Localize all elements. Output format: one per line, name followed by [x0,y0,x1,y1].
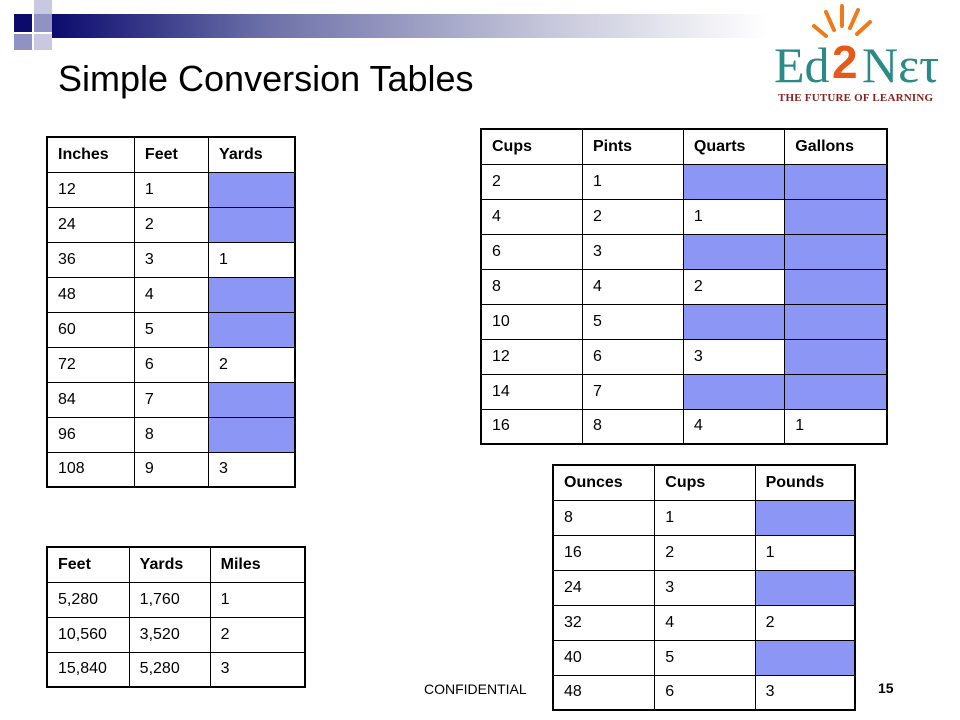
table-cell: 4 [481,199,582,234]
table-cell: 2 [683,269,784,304]
blank-answer-cell [785,269,887,304]
table-cell: 72 [47,347,134,382]
blank-answer-cell [209,172,295,207]
table-cell: 8 [481,269,582,304]
blank-answer-cell [785,374,887,409]
table-cell: 1,760 [129,582,210,617]
table-cell: 1 [655,500,755,535]
table-row [481,409,887,444]
table-header-row [481,129,887,164]
table-cell: 2 [755,605,855,640]
table-cell: 16 [481,409,582,444]
column-header: Cups [655,465,755,500]
table-cell: 16 [553,535,655,570]
table-cell: 7 [134,382,208,417]
table-cell: 4 [655,605,755,640]
table-row [47,347,295,382]
table-cell: 8 [553,500,655,535]
table-cell: 3 [209,452,295,487]
table-cell: 14 [481,374,582,409]
blank-answer-cell [209,382,295,417]
length-conversion-table [46,136,296,488]
distance-conversion-table [46,546,306,688]
table-cell: 2 [209,347,295,382]
blank-answer-cell [209,417,295,452]
table-row [481,199,887,234]
blank-answer-cell [785,164,887,199]
column-header: Pints [582,129,683,164]
table-cell: 2 [582,199,683,234]
column-header: Feet [134,137,208,172]
table-cell: 12 [481,339,582,374]
column-header: Cups [481,129,582,164]
slide-title: Simple Conversion Tables [58,58,474,99]
column-header: Gallons [785,129,887,164]
table-cell: 15,840 [47,652,129,687]
table-row [47,452,295,487]
table-row [47,652,305,687]
weight-conversion-table [552,464,856,711]
blank-answer-cell [755,570,855,605]
column-header: Yards [209,137,295,172]
logo-tagline: THE FUTURE OF LEARNING [778,92,934,104]
column-header: Pounds [755,465,855,500]
table-cell: 1 [755,535,855,570]
blank-answer-cell [209,277,295,312]
table-cell: 48 [553,675,655,710]
table-cell: 1 [209,242,295,277]
table-cell: 1 [210,582,305,617]
blank-answer-cell [683,374,784,409]
table-row [481,234,887,269]
table-row [47,172,295,207]
table-row [553,500,855,535]
table-row [553,675,855,710]
table-row [553,535,855,570]
table-cell: 1 [683,199,784,234]
table-cell: 6 [134,347,208,382]
table-cell: 4 [582,269,683,304]
table-row [47,382,295,417]
table-cell: 3 [683,339,784,374]
table-cell: 5 [134,312,208,347]
blank-answer-cell [785,234,887,269]
table-cell: 5 [655,640,755,675]
table-cell: 2 [655,535,755,570]
decor-square-light-1 [34,0,52,14]
table-cell: 6 [582,339,683,374]
table-cell: 1 [582,164,683,199]
table-cell: 108 [47,452,134,487]
table-cell: 2 [481,164,582,199]
column-header: Feet [47,547,129,582]
table-row [47,277,295,312]
table-row [47,582,305,617]
column-header: Yards [129,547,210,582]
svg-text:Nετ: Nετ [862,37,940,93]
table-cell: 60 [47,312,134,347]
table-cell: 3 [755,675,855,710]
table-cell: 3 [582,234,683,269]
blank-answer-cell [755,500,855,535]
table-row [553,640,855,675]
table-cell: 40 [553,640,655,675]
table-cell: 84 [47,382,134,417]
svg-text:Ed: Ed [774,37,830,93]
volume-conversion-table [480,128,888,445]
table-cell: 8 [582,409,683,444]
decor-square-mid-1 [34,14,52,32]
blank-answer-cell [785,304,887,339]
table-cell: 5,280 [47,582,129,617]
table-row [47,242,295,277]
table-cell: 5 [582,304,683,339]
table-cell: 24 [47,207,134,242]
table-cell: 1 [134,172,208,207]
table-row [481,304,887,339]
blank-answer-cell [683,304,784,339]
table-cell: 8 [134,417,208,452]
table-cell: 10,560 [47,617,129,652]
table-row [481,269,887,304]
table-cell: 2 [134,207,208,242]
blank-answer-cell [683,164,784,199]
table-cell: 3 [210,652,305,687]
blank-answer-cell [209,312,295,347]
table-cell: 32 [553,605,655,640]
table-cell: 2 [210,617,305,652]
blank-answer-cell [785,199,887,234]
decor-square-light-2 [34,34,52,50]
table-cell: 7 [582,374,683,409]
table-row [481,164,887,199]
table-cell: 10 [481,304,582,339]
column-header: Inches [47,137,134,172]
decor-square-dark-1 [14,14,32,32]
table-header-row [47,137,295,172]
blank-answer-cell [785,339,887,374]
table-cell: 1 [785,409,887,444]
footer-confidential: CONFIDENTIAL [424,681,527,697]
table-cell: 3,520 [129,617,210,652]
table-header-row [47,547,305,582]
column-header: Ounces [553,465,655,500]
header-gradient-bar [52,14,768,38]
table-row [553,570,855,605]
table-row [47,617,305,652]
table-cell: 12 [47,172,134,207]
table-cell: 5,280 [129,652,210,687]
table-cell: 48 [47,277,134,312]
table-row [481,374,887,409]
blank-answer-cell [683,234,784,269]
table-cell: 3 [134,242,208,277]
page-number: 15 [878,680,894,696]
table-cell: 4 [683,409,784,444]
table-row [47,207,295,242]
blank-answer-cell [209,207,295,242]
table-cell: 6 [655,675,755,710]
svg-text:2: 2 [832,36,858,88]
table-row [481,339,887,374]
column-header: Quarts [683,129,784,164]
table-cell: 36 [47,242,134,277]
table-header-row [553,465,855,500]
table-cell: 3 [655,570,755,605]
table-cell: 4 [134,277,208,312]
decor-square-mid-2 [14,34,32,50]
column-header: Miles [210,547,305,582]
table-cell: 24 [553,570,655,605]
table-cell: 6 [481,234,582,269]
table-row [47,312,295,347]
blank-answer-cell [755,640,855,675]
table-row [47,417,295,452]
table-row [553,605,855,640]
table-cell: 9 [134,452,208,487]
table-cell: 96 [47,417,134,452]
